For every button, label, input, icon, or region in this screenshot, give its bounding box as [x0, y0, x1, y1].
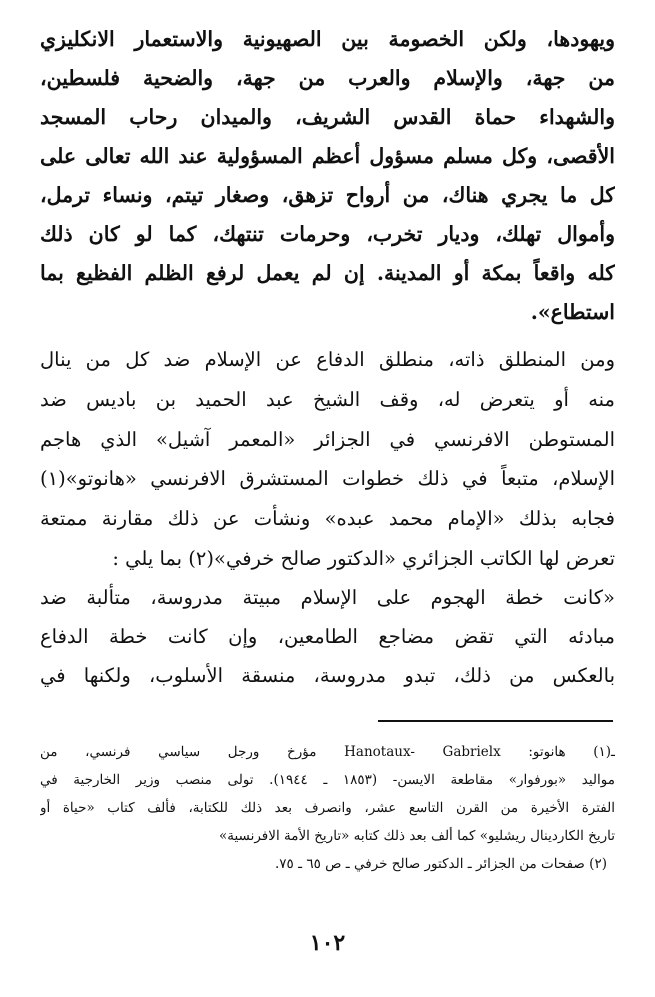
text-line: المستوطن الافرنسي في الجزائر «المعمر آشيل» الذي هاجم — [40, 427, 615, 451]
text-line: منه أو يتعرض له، وقف الشيخ عبد الحميد بن باديس ضد — [40, 387, 615, 411]
text-line: ويهودها، ولكن الخصومة بين الصهيونية والاستعمار الانكليزي — [40, 27, 615, 51]
text-line: فجابه بذلك «الإمام محمد عبده» ونشأت عن ذلك مقارنة ممتعة — [40, 507, 615, 531]
body-paragraph — [40, 340, 615, 579]
text-line: وأموال تهلك، وديار تخرب، وحرمات تنتهك، كما لو كان ذلك — [40, 222, 615, 246]
footnote-line: مواليد «بورفوار» مقاطعة الايسن- (١٨٥٣ ـ ١٩٤٤). تولى منصب وزير الخارجية في — [40, 772, 615, 788]
quoted-paragraph-bold — [40, 20, 615, 332]
text-line: ومن المنطلق ذاته، منطلق الدفاع عن الإسلام ضد كل من ينال — [40, 348, 615, 371]
footnote-separator — [378, 720, 613, 722]
text-line: الأقصى، وكل مسلم مسؤول أعظم المسؤولية عند الله تعالى على — [40, 144, 615, 168]
text-line: من جهة، والإسلام والعرب من جهة، والضحية فلسطين، — [40, 66, 615, 90]
footnote-line: (٢) صفحات من الجزائر ـ الدكتور صالح خرفي ـ ص ٦٥ ـ ٧٥. — [274, 856, 607, 872]
text-line: بالعكس من ذلك، تبدو مدروسة، منسقة الأسلوب، ولكنها في — [40, 664, 615, 687]
text-line: كل ما يجري هناك، من أرواح تزهق، وصغار تيتم، ونساء ترمل، — [40, 183, 615, 207]
text-line: تعرض لها الكاتب الجزائري «الدكتور صالح خرفي»(٢) بما يلي : — [112, 546, 615, 570]
quote-paragraph — [40, 578, 615, 695]
text-line: كله واقعاً بمكة أو المدينة. إن لم يعمل لرفع الظلم الفظيع بما — [40, 261, 615, 285]
text-line: «كانت خطة الهجوم على الإسلام مبيتة مدروسة، متألبة ضد — [40, 586, 615, 609]
footnote-line: الفترة الأخيرة من القرن التاسع عشر، وانصرف بعد ذلك للكتابة، فألف كتاب «حياة أو — [40, 800, 615, 816]
page-number: ١٠٢ — [309, 930, 346, 956]
text-line: الإسلام، متبعاً في ذلك خطوات المستشرق الافرنسي «هانوتو»(١) — [40, 467, 615, 491]
footnote-line: ـ(١) هانوتو: Hanotaux- Gabrielx مؤرخ ورجل سياسي فرنسي، من — [40, 744, 615, 760]
footnotes — [40, 738, 615, 878]
footnote-line: تاريخ الكاردينال ريشليو» كما ألف بعد ذلك كتابه «تاريخ الأمة الافرنسية» — [218, 828, 615, 844]
text-line: والشهداء حماة القدس الشريف، والميدان رحاب المسجد — [40, 105, 615, 129]
text-line: استطاع». — [530, 300, 615, 324]
text-line: مبادئه التي تقض مضاجع الطامعين، وإن كانت خطة الدفاع — [40, 625, 615, 648]
